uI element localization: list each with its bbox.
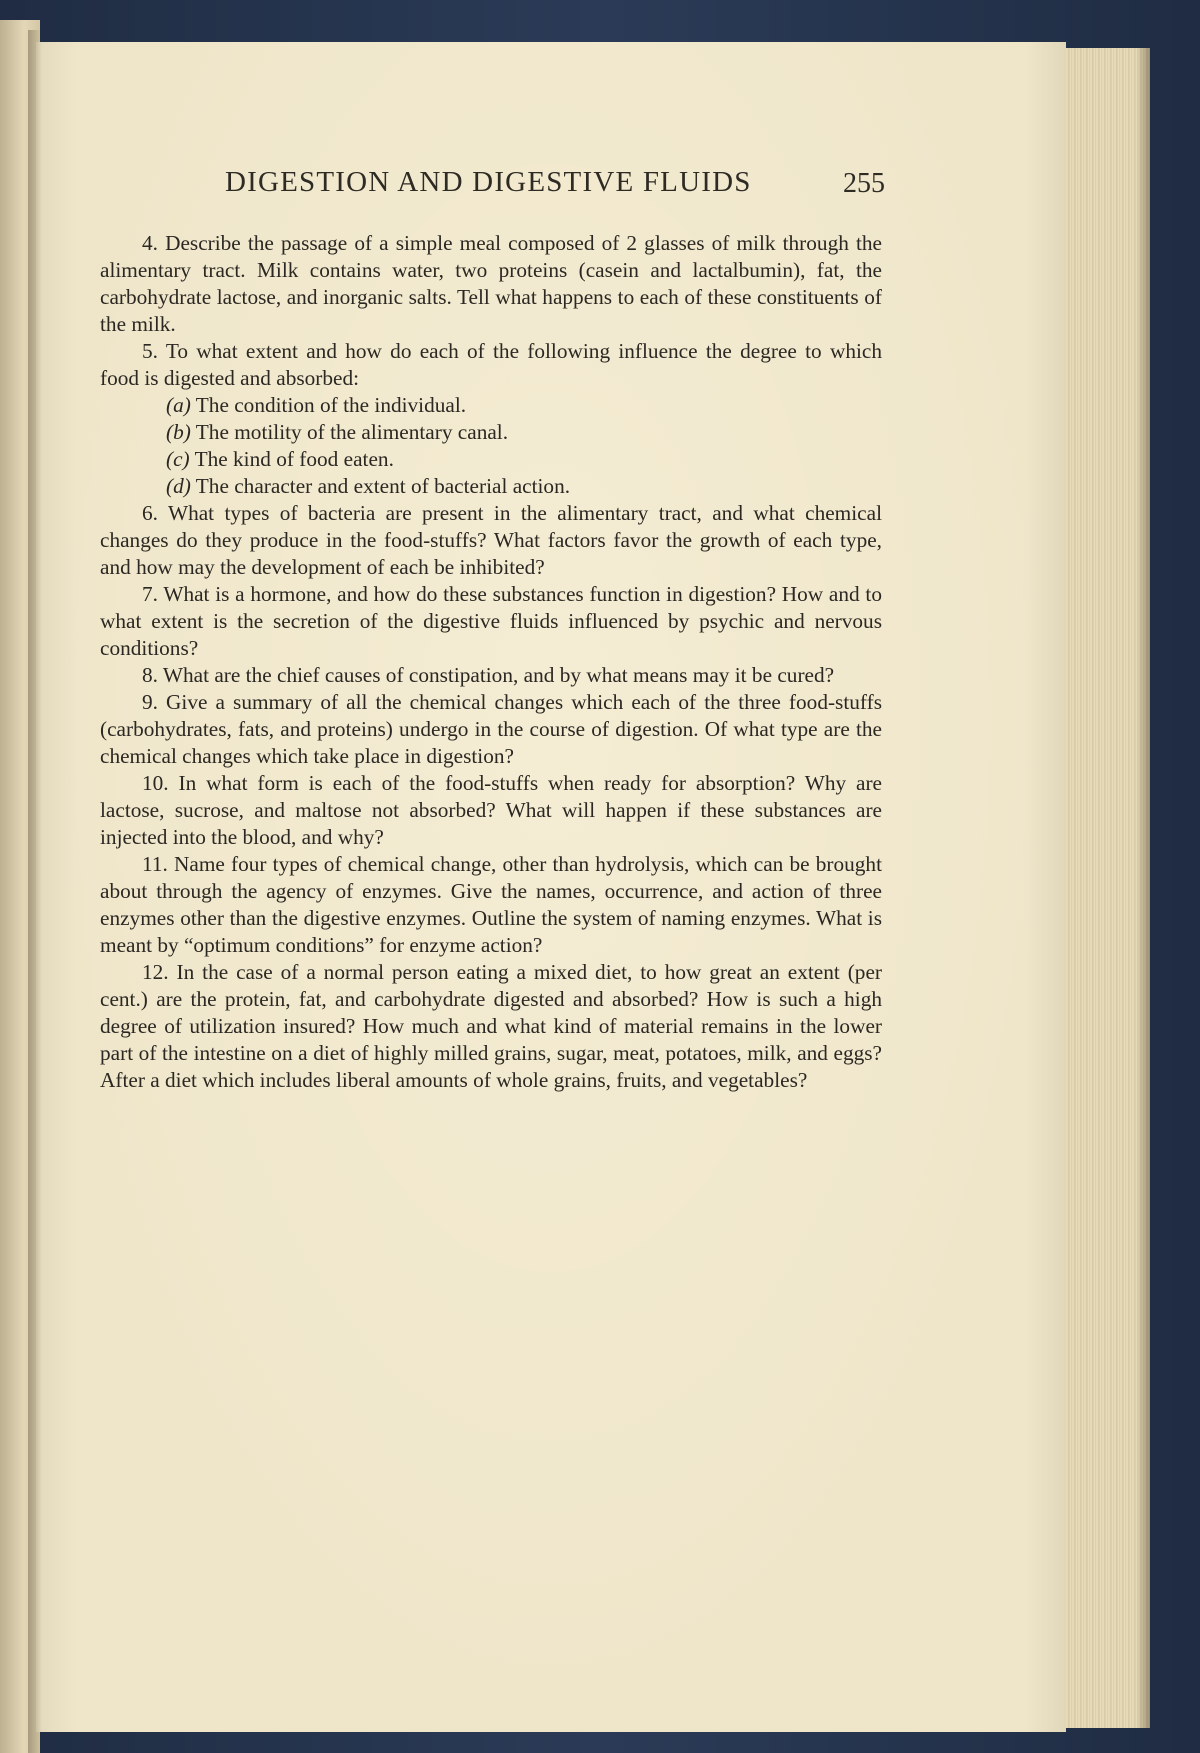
question-12: 12. In the case of a normal person eating a mixed diet, to how great an extent (per cent.) are the protein, fat, and carbohydrate digested and absorbed? How is such a high degree of utilization insured? How much and what kind of material remains in the lower part of the intestine on a diet of highly milled grains, sugar, meat, potatoes, milk, and eggs? After a diet which includes liberal amounts of whole grains, fruits, and vegetables? xyxy=(100,960,882,1092)
question-9: 9. Give a summary of all the chemical changes which each of the three food-stuffs (carbohydrates, fats, and proteins) undergo in the course of digestion. Of what type are the chemical changes which take place in digestion? xyxy=(100,690,882,768)
question-5-item-d xyxy=(100,473,882,500)
question-5-item-b xyxy=(100,419,882,446)
gutter-shadow xyxy=(28,30,42,1753)
question-8: 8. What are the chief causes of constipation, and by what means may it be cured? xyxy=(142,663,835,687)
question-10: 10. In what form is each of the food-stuffs when ready for absorption? Why are lactose, sucrose, and maltose not absorbed? What will happen if these substances are injected into the blood, and why? xyxy=(100,771,882,849)
question-6: 6. What types of bacteria are present in the alimentary tract, and what chemical changes do they produce in the food-stuffs? What factors favor the growth of each type, and how may the development of each be inhibited? xyxy=(100,501,882,579)
item-mark: (b) xyxy=(166,420,191,444)
item-text: The condition of the individual. xyxy=(195,393,467,417)
question-list xyxy=(100,230,882,1094)
question-11: 11. Name four types of chemical change, other than hydrolysis, which can be brought about through the agency of enzymes. Give the names, occurrence, and action of three enzymes other than the digestive enzymes. Outline the system of naming enzymes. What is meant by “optimum conditions” for enzyme action? xyxy=(100,852,882,957)
question-4: 4. Describe the passage of a simple meal composed of 2 glasses of milk through the alimentary tract. Milk contains water, two proteins (casein and lactalbumin), fat, the carbohydrate lactose, and inorganic salts. Tell what happens to each of these constituents of the milk. xyxy=(100,231,882,336)
question-7: 7. What is a hormone, and how do these substances function in digestion? How and to what extent is the secretion of the digestive fluids influenced by psychic and nervous conditions? xyxy=(100,582,882,660)
page-header xyxy=(225,166,885,206)
running-title: DIGESTION AND DIGESTIVE FLUIDS xyxy=(225,166,752,198)
page-block-shade xyxy=(1136,48,1150,1728)
item-mark: (a) xyxy=(166,393,191,417)
item-mark: (d) xyxy=(166,474,191,498)
page-number: 255 xyxy=(843,168,885,199)
question-5-item-c xyxy=(100,446,882,473)
item-text: The kind of food eaten. xyxy=(194,447,394,471)
question-5: 5. To what extent and how do each of the following influence the degree to which food is digested and absorbed: xyxy=(100,339,882,390)
item-text: The character and extent of bacterial action. xyxy=(195,474,571,498)
question-5-item-a xyxy=(100,392,882,419)
item-text: The motility of the alimentary canal. xyxy=(195,420,509,444)
item-mark: (c) xyxy=(166,447,190,471)
